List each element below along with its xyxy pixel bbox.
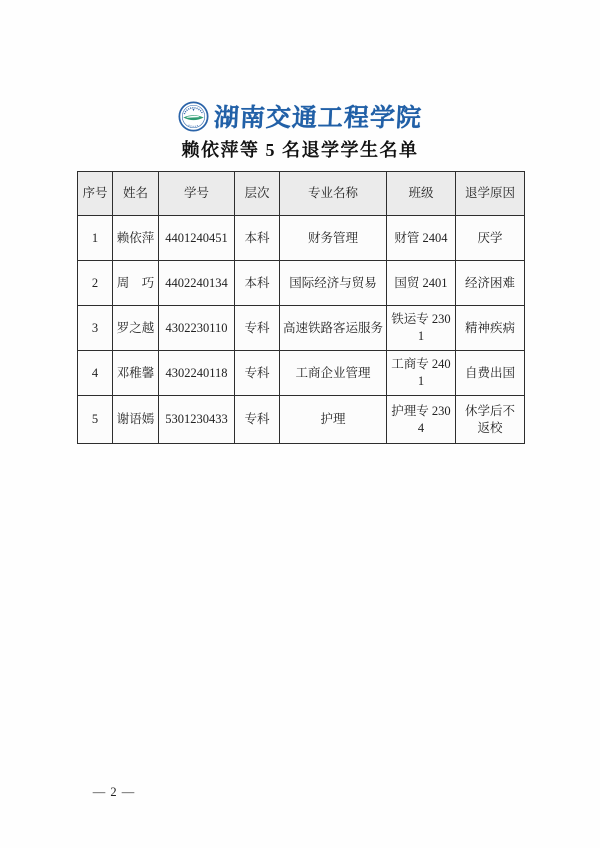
school-name: 湖南交通工程学院 <box>213 105 423 132</box>
cell-class: 护理专 2304 <box>387 396 456 444</box>
cell-index: 1 <box>78 216 113 261</box>
withdrawn-students-table <box>77 171 525 444</box>
cell-student-id: 4302230110 <box>159 306 235 351</box>
school-header <box>0 98 600 134</box>
page-title: 赖依萍等 5 名退学学生名单 <box>181 140 419 160</box>
col-header-index: 序号 <box>78 172 113 216</box>
cell-name: 谢语嫣 <box>113 396 159 444</box>
cell-index: 2 <box>78 261 113 306</box>
col-header-name: 姓名 <box>113 172 159 216</box>
cell-name: 赖依萍 <box>113 216 159 261</box>
cell-name: 邓稚馨 <box>113 351 159 396</box>
cell-class: 财管 2404 <box>387 216 456 261</box>
col-header-level: 层次 <box>235 172 280 216</box>
cell-class: 国贸 2401 <box>387 261 456 306</box>
table-row <box>78 261 525 306</box>
table-row <box>78 306 525 351</box>
cell-index: 5 <box>78 396 113 444</box>
cell-reason: 精神疾病 <box>456 306 525 351</box>
page-number: — 2 — <box>92 785 136 799</box>
cell-level: 专科 <box>235 396 280 444</box>
col-header-student-id: 学号 <box>159 172 235 216</box>
cell-major: 国际经济与贸易 <box>280 261 387 306</box>
cell-level: 本科 <box>235 216 280 261</box>
col-header-reason: 退学原因 <box>456 172 525 216</box>
cell-reason: 经济困难 <box>456 261 525 306</box>
cell-major: 财务管理 <box>280 216 387 261</box>
cell-reason: 厌学 <box>456 216 525 261</box>
cell-student-id: 5301230433 <box>159 396 235 444</box>
cell-major: 工商企业管理 <box>280 351 387 396</box>
table-header-row <box>78 172 525 216</box>
cell-reason: 休学后不返校 <box>456 396 525 444</box>
cell-major: 护理 <box>280 396 387 444</box>
table-row <box>78 396 525 444</box>
cell-class: 工商专 2401 <box>387 351 456 396</box>
cell-index: 3 <box>78 306 113 351</box>
table-row <box>78 351 525 396</box>
cell-student-id: 4402240134 <box>159 261 235 306</box>
cell-name: 周 巧 <box>113 261 159 306</box>
table-row <box>78 216 525 261</box>
cell-level: 本科 <box>235 261 280 306</box>
school-emblem-icon <box>178 101 209 132</box>
cell-reason: 自费出国 <box>456 351 525 396</box>
cell-name: 罗之越 <box>113 306 159 351</box>
cell-index: 4 <box>78 351 113 396</box>
cell-level: 专科 <box>235 306 280 351</box>
cell-class: 铁运专 2301 <box>387 306 456 351</box>
cell-major: 高速铁路客运服务 <box>280 306 387 351</box>
cell-student-id: 4401240451 <box>159 216 235 261</box>
col-header-class: 班级 <box>387 172 456 216</box>
cell-level: 专科 <box>235 351 280 396</box>
col-header-major: 专业名称 <box>280 172 387 216</box>
cell-student-id: 4302240118 <box>159 351 235 396</box>
